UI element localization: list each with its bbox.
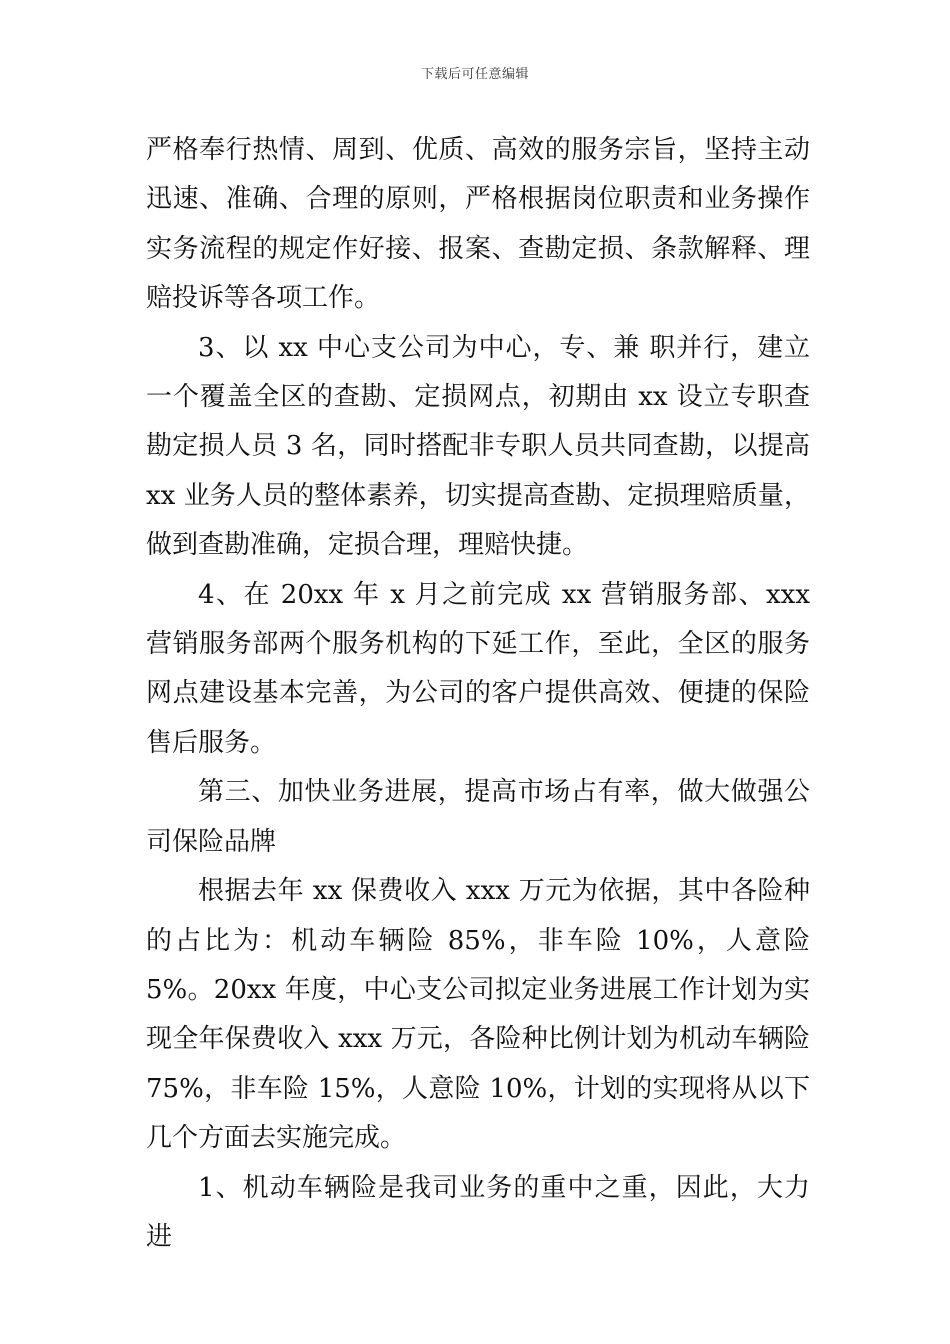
section-heading-third: 第三、加快业务进展，提高市场占有率，做大做强公司保险品牌 bbox=[146, 777, 810, 857]
document-body bbox=[146, 126, 810, 1262]
paragraph-item-3: 3、以 xx 中心支公司为中心，专、兼 职并行，建立一个覆盖全区的查勘、定损网点，初期由 xx 设立专职查勘定损人员 3 名，同时搭配非专职人员共同查勘，以提高 xx 业务人员的整体素养，切实提高查勘、定损理赔质量，做到查勘准确，定损合理，理赔快捷。 bbox=[146, 332, 810, 561]
paragraph-service-principle: 严格奉行热情、周到、优质、高效的服务宗旨，坚持主动迅速、准确、合理的原则，严格根据岗位职责和业务操作实务流程的规定作好接、报案、查勘定损、条款解释、理赔投诉等各项工作。 bbox=[146, 135, 810, 314]
paragraph-item-4: 4、在 20xx 年 x 月之前完成 xx 营销服务部、xxx 营销服务部两个服务机构的下延工作，至此，全区的服务网点建设基本完善，为公司的客户提供高效、便捷的保险售后服务。 bbox=[146, 579, 810, 758]
page-header: 下载后可任意编辑 bbox=[420, 67, 529, 82]
paragraph-item-1: 1、机动车辆险是我司业务的重中之重，因此，大力进 bbox=[146, 1172, 810, 1252]
paragraph-premium-plan: 根据去年 xx 保费收入 xxx 万元为依据，其中各险种的占比为：机动车辆险 85%，非车险 10%，人意险 5%。20xx 年度，中心支公司拟定业务进展工作计划为实现全年保费收入 xxx 万元，各险种比例计划为机动车辆险 75%，非车险 15%，人意险 10%，计划的实现将从以下几个方面去实施完成。 bbox=[146, 876, 810, 1154]
